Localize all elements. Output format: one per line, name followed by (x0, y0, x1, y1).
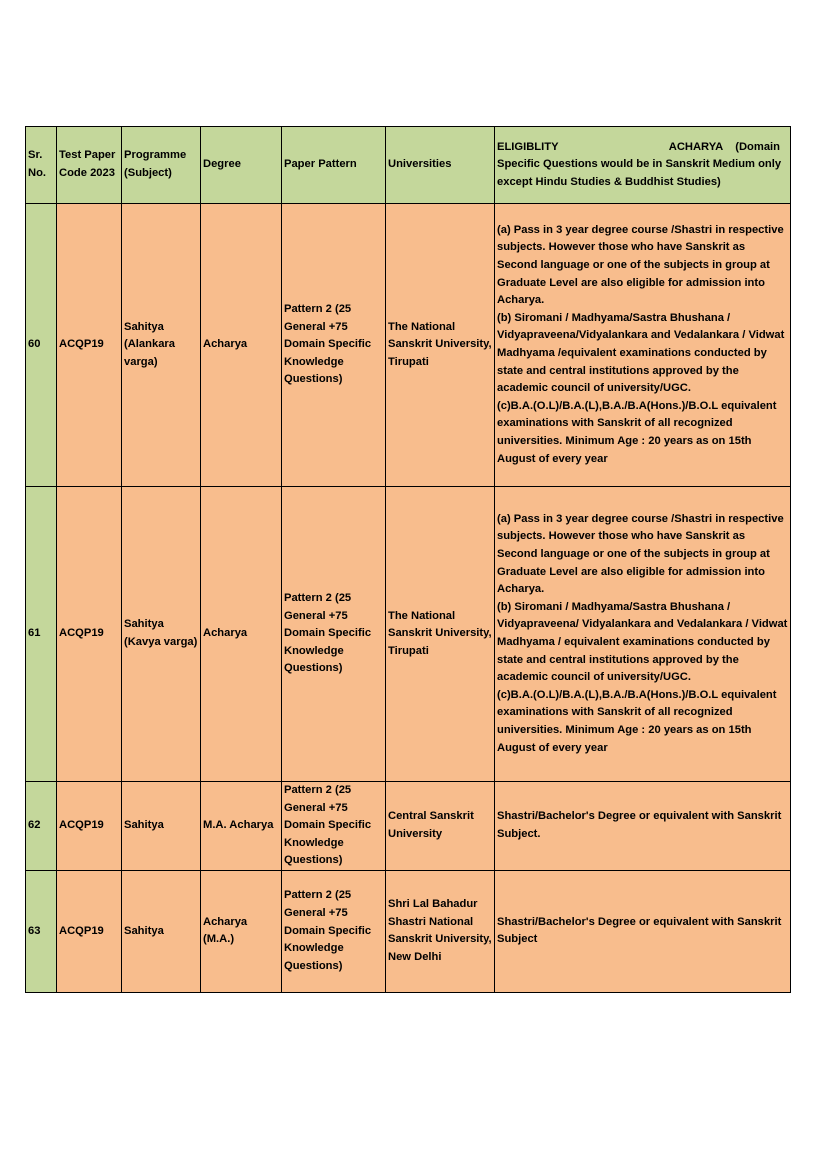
row-eligibility (495, 870, 791, 992)
row-degree: M.A. Acharya (201, 782, 282, 871)
row-programme: Sahitya (Alankara varga) (122, 204, 201, 487)
row-programme: Sahitya (122, 782, 201, 871)
header-eligibility-rest: Specific Questions would be in Sanskrit Medium only except Hindu Studies & Buddhist Studies) (497, 158, 782, 188)
row-university: The National Sanskrit University, Tirupati (386, 204, 495, 487)
table-row (26, 204, 791, 487)
row-university: The National Sanskrit University, Tirupati (386, 487, 495, 782)
header-degree: Degree (201, 127, 282, 204)
header-eligibility-right: ACHARYA (Domain (668, 140, 780, 153)
row-programme: Sahitya (Kavya varga) (122, 487, 201, 782)
header-sr-no: Sr. No. (26, 127, 57, 204)
row-test-paper-code: ACQP19 (57, 204, 122, 487)
row-university: Central Sanskrit University (386, 782, 495, 871)
row-university: Shri Lal Bahadur Shastri National Sanskrit University, New Delhi (386, 870, 495, 992)
row-degree: Acharya (201, 204, 282, 487)
eligibility-clause-b: (b) Siromani / Madhyama/Sastra Bhushana / Vidyapraveena/Vidyalankara and Vedalankara / Vidwat Madhyama /equivalent examinations conducted by state and central institutions approved by the academic council of university/UGC. (497, 311, 785, 395)
row-sr-no: 61 (26, 487, 57, 782)
header-paper-pattern: Paper Pattern (282, 127, 386, 204)
eligibility-clause-a: (a) Pass in 3 year degree course /Shastri in respective subjects. However those who have Sanskrit as Second language or one of the subjects in group at Graduate Level are also eligible for admission into Acharya. (497, 223, 784, 307)
eligibility-clause-b: (b) Siromani / Madhyama/Sastra Bhushana / Vidyapraveena/ Vidyalankara and Vedalankara / Vidwat Madhyama / equivalent examinations conducted by state and central institutions approved by the academic council of university/UGC. (497, 600, 788, 684)
row-programme: Sahitya (122, 870, 201, 992)
row-paper-pattern: Pattern 2 (25 General +75 Domain Specific Knowledge Questions) (282, 870, 386, 992)
row-paper-pattern: Pattern 2 (25 General +75 Domain Specific Knowledge Questions) (282, 487, 386, 782)
eligibility-clause-a: (a) Pass in 3 year degree course /Shastri in respective subjects. However those who have Sanskrit as Second language or one of the subjects in group at Graduate Level are also eligible for admission into Acharya. (497, 512, 784, 596)
row-paper-pattern: Pattern 2 (25 General +75 Domain Specific Knowledge Questions) (282, 204, 386, 487)
table-row (26, 487, 791, 782)
row-sr-no: 62 (26, 782, 57, 871)
eligibility-table (25, 126, 791, 993)
row-test-paper-code: ACQP19 (57, 487, 122, 782)
row-paper-pattern: Pattern 2 (25 General +75 Domain Specific Knowledge Questions) (282, 782, 386, 871)
row-sr-no: 63 (26, 870, 57, 992)
table-row (26, 870, 791, 992)
row-degree: Acharya (M.A.) (201, 870, 282, 992)
header-eligibility (495, 127, 791, 204)
row-test-paper-code: ACQP19 (57, 870, 122, 992)
table-row (26, 782, 791, 871)
header-test-paper-code: Test Paper Code 2023 (57, 127, 122, 204)
header-programme: Programme (Subject) (122, 127, 201, 204)
eligibility-clause-c: (c)B.A.(O.L)/B.A.(L),B.A./B.A(Hons.)/B.O.L equivalent examinations with Sanskrit of all recognized universities. Minimum Age : 20 years as on 15th August of every year (497, 688, 777, 754)
row-test-paper-code: ACQP19 (57, 782, 122, 871)
row-degree: Acharya (201, 487, 282, 782)
eligibility-text: Shastri/Bachelor's Degree or equivalent with Sanskrit Subject. (497, 810, 782, 840)
header-row (26, 127, 791, 204)
eligibility-text: Shastri/Bachelor's Degree or equivalent with Sanskrit Subject (497, 915, 782, 946)
row-eligibility (495, 487, 791, 782)
row-eligibility (495, 204, 791, 487)
row-sr-no: 60 (26, 204, 57, 487)
eligibility-clause-c: (c)B.A.(O.L)/B.A.(L),B.A./B.A(Hons.)/B.O.L equivalent examinations with Sanskrit of all recognized universities. Minimum Age : 20 years as on 15th August of every year (497, 399, 777, 465)
header-eligibility-left: ELIGIBLITY (497, 140, 559, 153)
row-eligibility (495, 782, 791, 871)
header-universities: Universities (386, 127, 495, 204)
